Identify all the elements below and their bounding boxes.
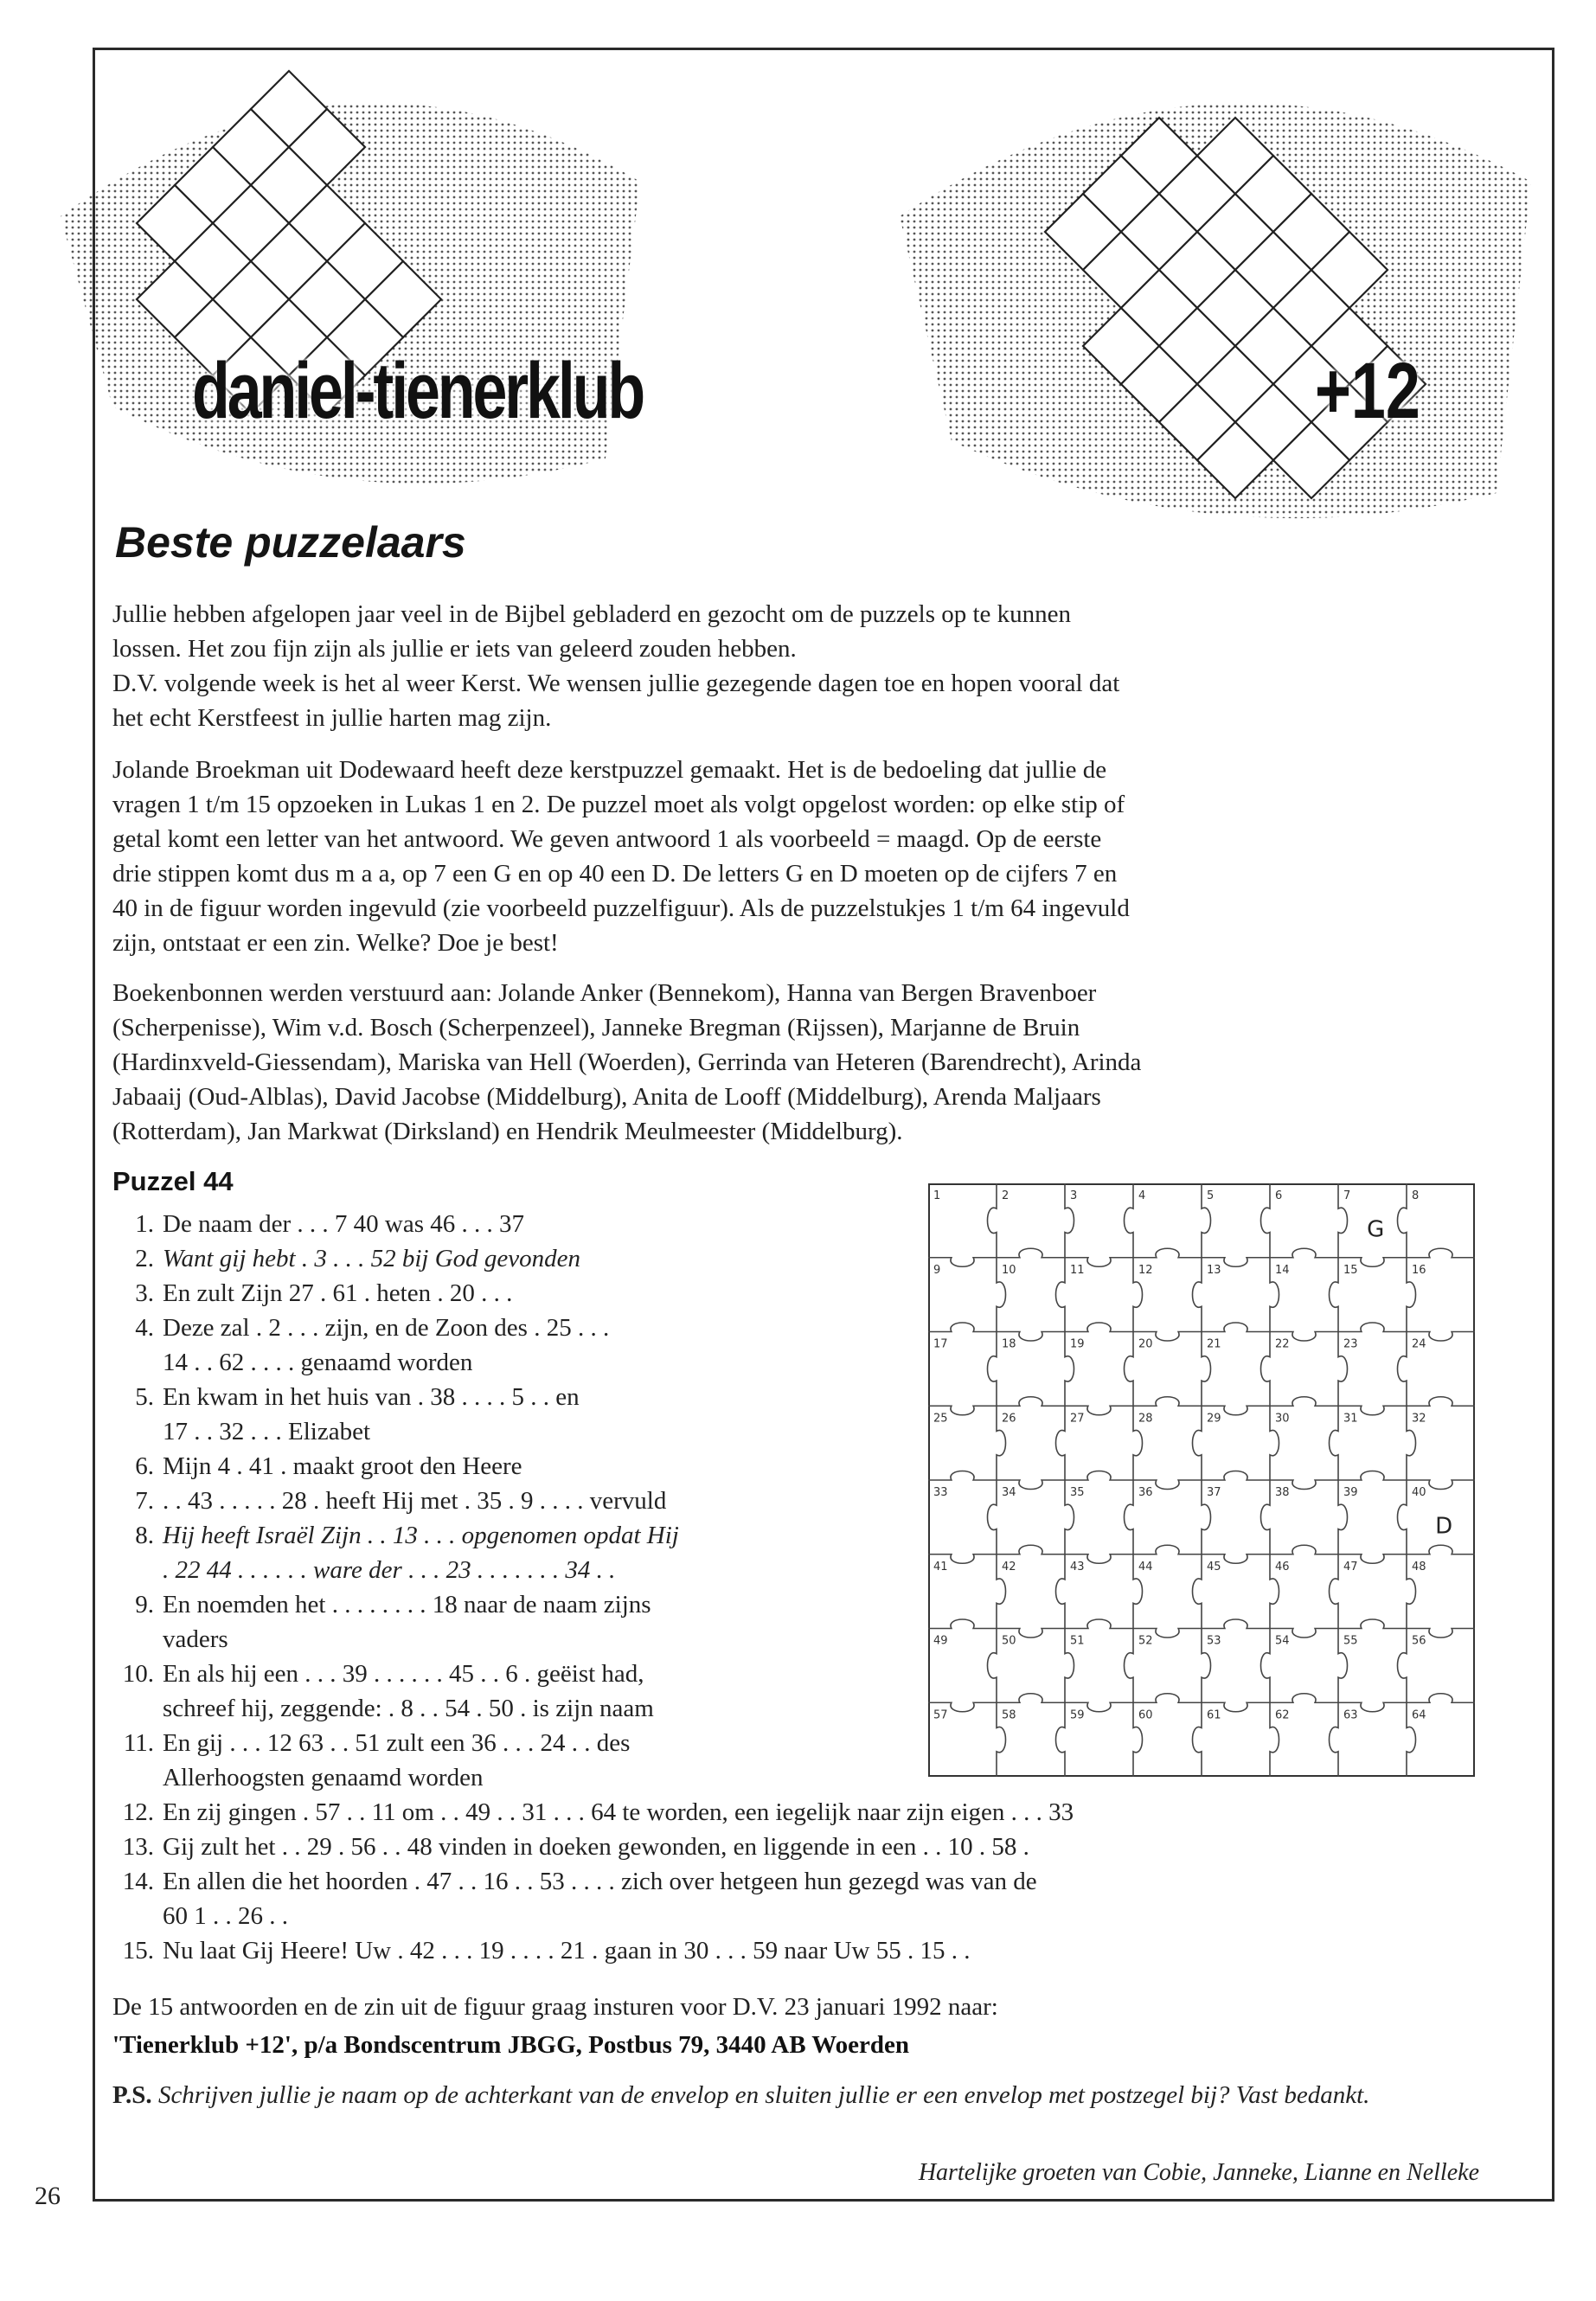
text-line: Boekenbonnen werden verstuurd aan: Jolande Anker (Bennekom), Hanna van Bergen Bravenboer	[112, 979, 1097, 1007]
question-line: Nu laat Gij Heere! Uw . 42 . . . 19 . . . . 21 . gaan in 30 . . . 59 naar Uw 55 . 15 . .	[163, 1937, 971, 1965]
text-line: 40 in de figuur worden ingevuld (zie voorbeeld puzzelfiguur). Als de puzzelstukjes 1 t/m 64 ingevuld	[112, 894, 1130, 922]
text-line: (Hardinxveld-Giessendam), Mariska van Hell (Woerden), Gerrinda van Heteren (Barendrecht), Arinda	[112, 1048, 1142, 1076]
piece-number: 18	[1002, 1337, 1016, 1351]
question-number: 3.	[135, 1279, 154, 1307]
piece-number: 35	[1070, 1486, 1085, 1499]
text-line: (Rotterdam), Jan Markwat (Dirksland) en Hendrik Meulmeester (Middelburg).	[112, 1118, 903, 1145]
question-line: Deze zal . 2 . . . zijn, en de Zoon des . 25 . . .	[163, 1314, 610, 1342]
piece-number: 55	[1343, 1634, 1358, 1648]
question-item	[119, 1864, 1443, 1933]
mailing-address: 'Tienerklub +12', p/a Bondscentrum JBGG, Postbus 79, 3440 AB Woerden	[112, 2031, 910, 2059]
question-number: 14.	[122, 1868, 154, 1895]
question-line: vaders	[163, 1625, 228, 1653]
question-line: De naam der . . . 7 40 was 46 . . . 37	[163, 1210, 524, 1238]
piece-number: 24	[1412, 1337, 1426, 1351]
piece-number: 8	[1412, 1189, 1420, 1202]
piece-number: 34	[1002, 1486, 1016, 1499]
piece-number: 45	[1207, 1560, 1221, 1574]
question-line: En als hij een . . . 39 . . . . . . 45 . . 6 . geëist had,	[163, 1660, 644, 1688]
greeting-title: Beste puzzelaars	[115, 518, 466, 567]
piece-number: 61	[1207, 1708, 1221, 1722]
piece-number: 53	[1207, 1634, 1221, 1648]
question-number: 6.	[135, 1452, 154, 1480]
piece-number: 60	[1138, 1708, 1153, 1722]
piece-number: 15	[1343, 1263, 1358, 1277]
piece-number: 44	[1138, 1560, 1153, 1574]
piece-number: 33	[933, 1486, 948, 1499]
piece-number: 16	[1412, 1263, 1426, 1277]
question-number: 4.	[135, 1314, 154, 1342]
piece-number: 7	[1343, 1189, 1351, 1202]
text-line: vragen 1 t/m 15 opzoeken in Lukas 1 en 2. De puzzel moet als volgt opgelost worden: op elke stip of	[112, 791, 1125, 818]
example-letter: G	[1367, 1216, 1385, 1243]
question-number: 2.	[135, 1245, 154, 1272]
question-line: Want gij hebt . 3 . . . 52 bij God gevonden	[163, 1245, 581, 1272]
question-line: 17 . . 32 . . . Elizabet	[163, 1418, 371, 1445]
text-line: Jullie hebben afgelopen jaar veel in de Bijbel gebladerd en gezocht om de puzzels op te kunnen	[112, 600, 1072, 628]
question-line: 14 . . 62 . . . . genaamd worden	[163, 1349, 473, 1376]
piece-number: 29	[1207, 1412, 1221, 1426]
puzzle-title: Puzzel 44	[112, 1166, 234, 1196]
text-line: zijn, ontstaat er een zin. Welke? Doe je best!	[112, 929, 559, 957]
piece-number: 1	[933, 1189, 941, 1202]
question-number: 9.	[135, 1591, 154, 1618]
piece-number: 14	[1275, 1263, 1290, 1277]
piece-number: 17	[933, 1337, 948, 1351]
piece-number: 28	[1138, 1412, 1153, 1426]
piece-number: 3	[1070, 1189, 1078, 1202]
text-line: (Scherpenisse), Wim v.d. Bosch (Scherpenzeel), Janneke Bregman (Rijssen), Marjanne de Bruin	[112, 1014, 1080, 1042]
piece-number: 54	[1275, 1634, 1290, 1648]
piece-number: 30	[1275, 1412, 1290, 1426]
text-line: drie stippen komt dus m a a, op 7 een G en op 40 een D. De letters G en D moeten op de cijfers 7 en	[112, 860, 1118, 888]
question-line: Hij heeft Israël Zijn . . 13 . . . opgenomen opdat Hij	[163, 1522, 679, 1549]
piece-number: 49	[933, 1634, 948, 1648]
piece-number: 11	[1070, 1263, 1085, 1277]
question-number: 10.	[122, 1660, 154, 1688]
question-line: . . 43 . . . . . 28 . heeft Hij met . 35 . 9 . . . . vervuld	[163, 1487, 667, 1515]
piece-number: 32	[1412, 1412, 1426, 1426]
piece-number: 51	[1070, 1634, 1085, 1648]
piece-number: 22	[1275, 1337, 1290, 1351]
question-number: 8.	[135, 1522, 154, 1549]
example-letter: D	[1435, 1513, 1453, 1540]
piece-number: 6	[1275, 1189, 1283, 1202]
piece-number: 31	[1343, 1412, 1358, 1426]
piece-number: 21	[1207, 1337, 1221, 1351]
piece-number: 52	[1138, 1634, 1153, 1648]
question-line: En gij . . . 12 63 . . 51 zult een 36 . . . 24 . . des	[163, 1729, 631, 1757]
piece-number: 57	[933, 1708, 948, 1722]
question-line: En zij gingen . 57 . . 11 om . . 49 . . 31 . . . 64 te worden, een iegelijk naar zijn eigen . . . 33	[163, 1798, 1074, 1826]
header-lattice-art	[35, 26, 1557, 562]
question-number: 13.	[122, 1833, 154, 1861]
text-line: lossen. Het zou fijn zijn als jullie er iets van geleerd zouden hebben.	[112, 635, 797, 663]
piece-number: 25	[933, 1412, 948, 1426]
question-number: 11.	[123, 1729, 154, 1757]
ps-text: Schrijven jullie je naam op de achterkant van de envelop en sluiten jullie er een envelop met postzegel bij? Vast bedankt.	[157, 2081, 1370, 2109]
piece-number: 62	[1275, 1708, 1290, 1722]
piece-number: 50	[1002, 1634, 1016, 1648]
intro-paragraph-1	[112, 597, 1475, 735]
piece-number: 42	[1002, 1560, 1016, 1574]
question-line: En allen die het hoorden . 47 . . 16 . . 53 . . . . zich over hetgeen hun gezegd was van de	[163, 1868, 1037, 1895]
club-name-title: daniel-tienerklub	[192, 347, 644, 435]
piece-number: 37	[1207, 1486, 1221, 1499]
question-item	[119, 1795, 1443, 1830]
piece-number: 58	[1002, 1708, 1016, 1722]
question-line: Allerhoogsten genaamd worden	[163, 1764, 484, 1791]
piece-number: 38	[1275, 1486, 1290, 1499]
question-item	[119, 1830, 1443, 1864]
piece-number: 13	[1207, 1263, 1221, 1277]
intro-paragraph-2	[112, 753, 1475, 960]
text-line: D.V. volgende week is het al weer Kerst. We wensen jullie gezegende dagen toe en hopen vooral dat	[112, 670, 1120, 697]
question-number: 7.	[135, 1487, 154, 1515]
piece-number: 36	[1138, 1486, 1153, 1499]
piece-number: 47	[1343, 1560, 1358, 1574]
piece-number: 48	[1412, 1560, 1426, 1574]
question-line: schreef hij, zeggende: . 8 . . 54 . 50 . is zijn naam	[163, 1695, 654, 1722]
question-line: 60 1 . . 26 . .	[163, 1902, 288, 1930]
question-line: En kwam in het huis van . 38 . . . . 5 . . en	[163, 1383, 580, 1411]
question-line: En noemden het . . . . . . . . 18 naar de naam zijns	[163, 1591, 651, 1618]
piece-number: 63	[1343, 1708, 1358, 1722]
piece-number: 46	[1275, 1560, 1290, 1574]
piece-number: 41	[933, 1560, 948, 1574]
piece-number: 5	[1207, 1189, 1215, 1202]
piece-number: 64	[1412, 1708, 1426, 1722]
text-line: Jabaaij (Oud-Alblas), David Jacobse (Middelburg), Anita de Looff (Middelburg), Arenda Maljaars	[112, 1083, 1101, 1111]
postscript	[112, 2078, 1471, 2112]
piece-number: 4	[1138, 1189, 1146, 1202]
piece-number: 2	[1002, 1189, 1010, 1202]
text-line: Jolande Broekman uit Dodewaard heeft deze kerstpuzzel gemaakt. Het is de bedoeling dat jullie de	[112, 756, 1107, 784]
piece-number: 39	[1343, 1486, 1358, 1499]
piece-number: 12	[1138, 1263, 1153, 1277]
text-line: getal komt een letter van het antwoord. We geven antwoord 1 als voorbeeld = maagd. Op de eerste	[112, 825, 1102, 853]
piece-number: 9	[933, 1263, 941, 1277]
jigsaw-puzzle-figure	[928, 1183, 1475, 1777]
piece-number: 56	[1412, 1634, 1426, 1648]
piece-number: 26	[1002, 1412, 1016, 1426]
piece-number: 10	[1002, 1263, 1016, 1277]
piece-number: 23	[1343, 1337, 1358, 1351]
piece-number: 40	[1412, 1486, 1426, 1499]
question-line: En zult Zijn 27 . 61 . heten . 20 . . .	[163, 1279, 513, 1307]
piece-number: 19	[1070, 1337, 1085, 1351]
question-number: 1.	[135, 1210, 154, 1238]
piece-number: 43	[1070, 1560, 1085, 1574]
question-line: . 22 44 . . . . . . ware der . . . 23 . . . . . . . 34 . .	[163, 1556, 616, 1584]
closing-instruction: De 15 antwoorden en de zin uit de figuur graag insturen voor D.V. 23 januari 1992 naar:	[112, 1993, 998, 2021]
question-number: 15.	[122, 1937, 154, 1965]
question-number: 5.	[135, 1383, 154, 1411]
signature: Hartelijke groeten van Cobie, Janneke, Lianne en Nelleke	[918, 2159, 1479, 2186]
piece-number: 27	[1070, 1412, 1085, 1426]
age-group-label: +12	[1315, 347, 1420, 435]
piece-number: 20	[1138, 1337, 1153, 1351]
question-line: Gij zult het . . 29 . 56 . . 48 vinden in doeken gewonden, en liggende in een . . 10 . 58 .	[163, 1833, 1029, 1861]
question-item	[119, 1933, 1443, 1968]
winners-paragraph	[112, 976, 1475, 1149]
page-number: 26	[35, 2182, 61, 2210]
piece-number: 59	[1070, 1708, 1085, 1722]
question-line: Mijn 4 . 41 . maakt groot den Heere	[163, 1452, 522, 1480]
text-line: het echt Kerstfeest in jullie harten mag zijn.	[112, 704, 552, 732]
ps-label: P.S.	[112, 2081, 152, 2109]
question-number: 12.	[122, 1798, 154, 1826]
